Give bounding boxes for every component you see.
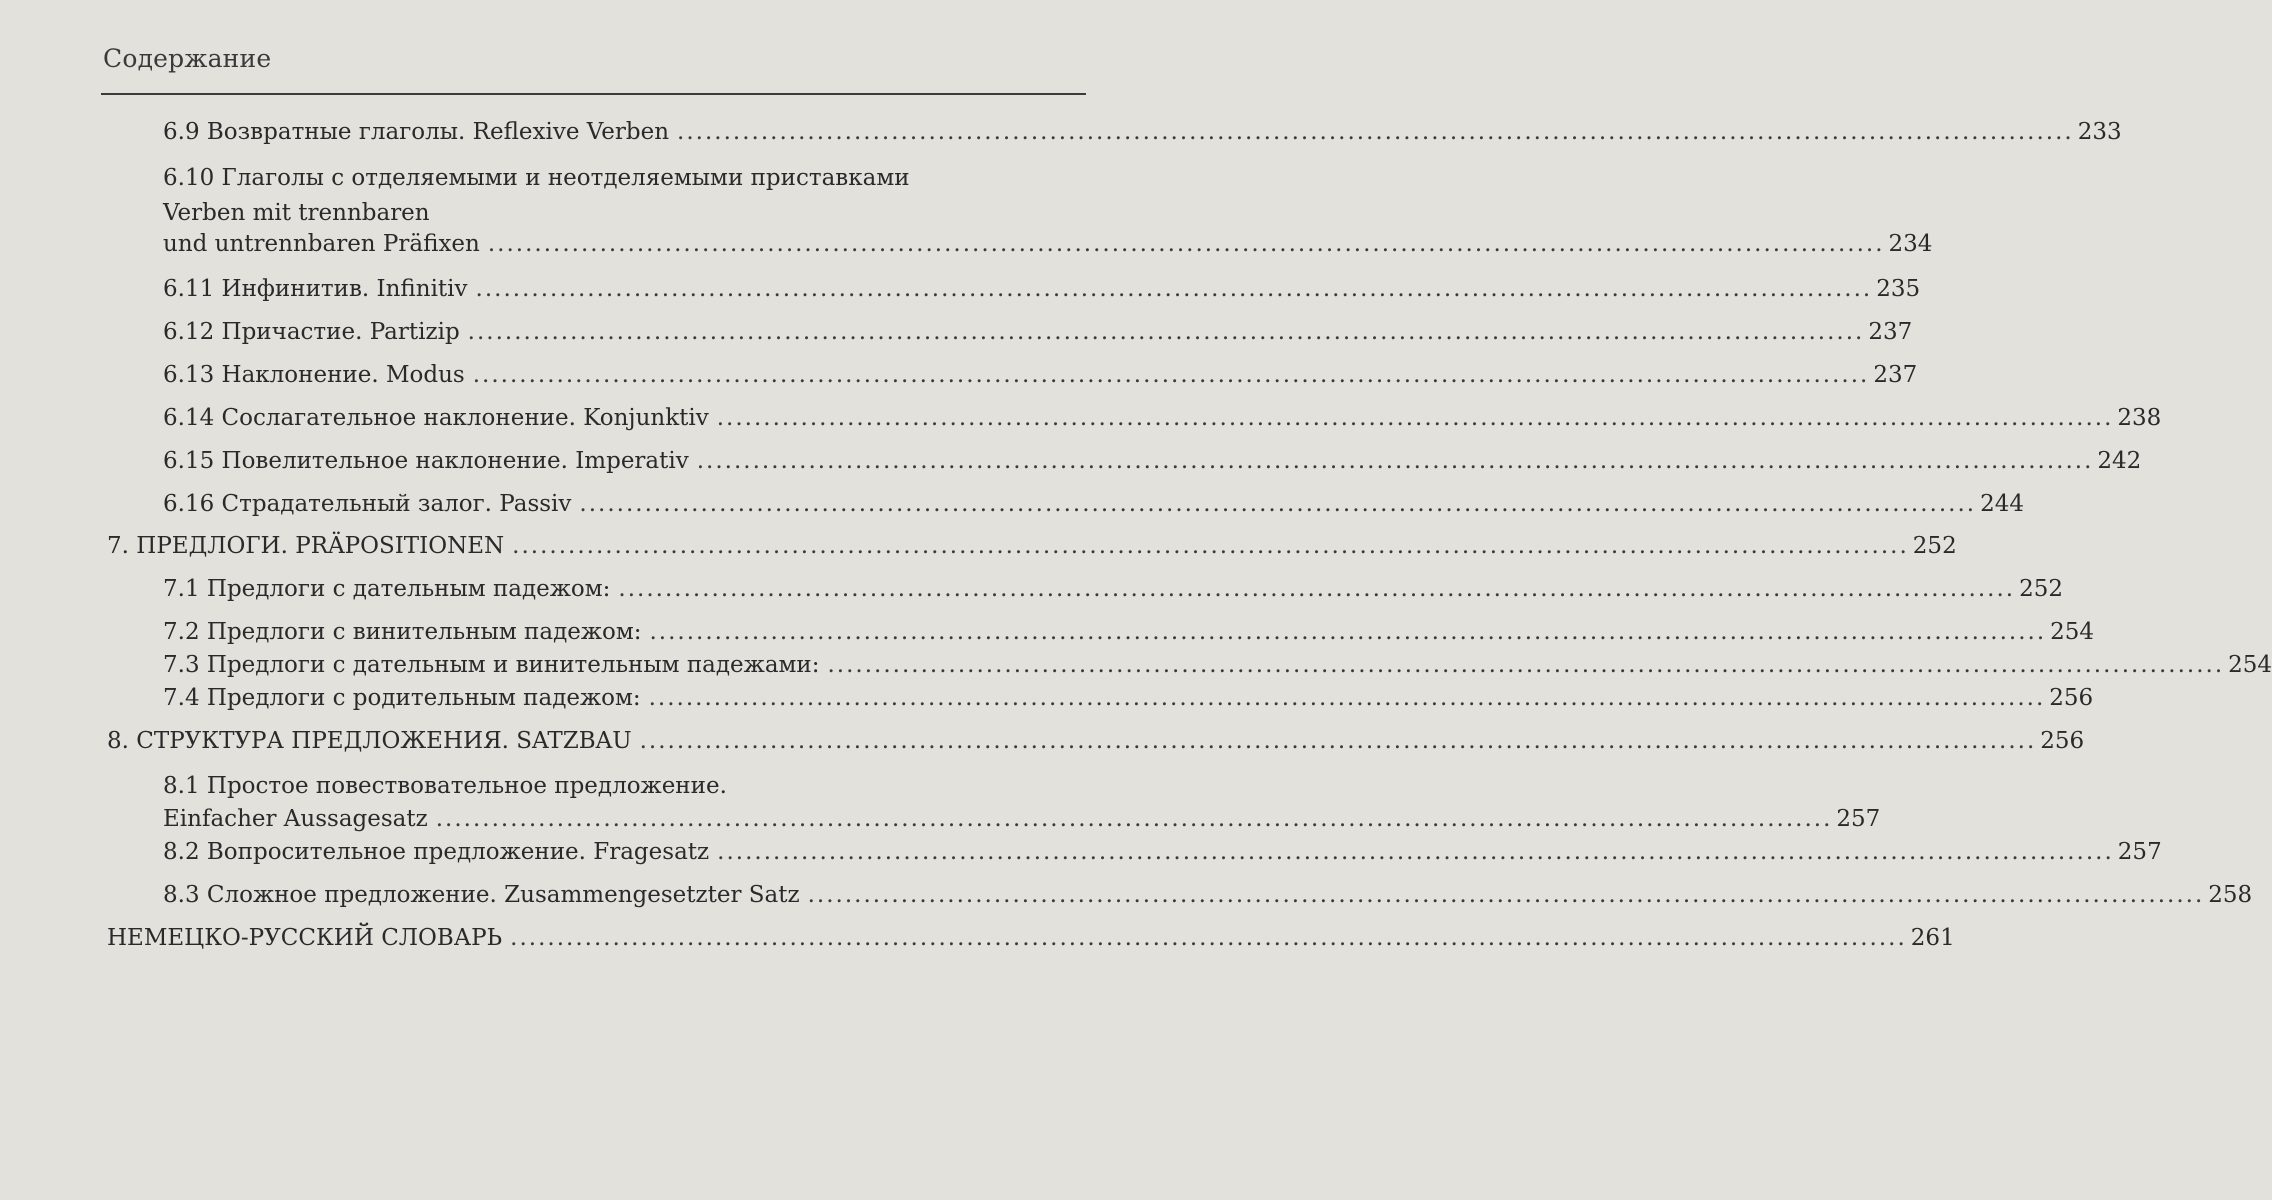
toc-entry-label: 8.2 Вопросительное предложение. Fragesatz <box>163 839 710 865</box>
toc-page-number: 254 <box>2050 619 2095 645</box>
toc-entry-label: 7.4 Предлоги с родительным падежом: <box>163 685 641 711</box>
dot-leader: ...................................................................................................................................................... <box>467 319 1865 345</box>
toc-entry-label: 6.13 Наклонение. Modus <box>163 362 465 388</box>
toc-page-number: 252 <box>1912 533 1957 559</box>
toc-dictionary <box>107 923 1955 953</box>
toc-entry-label: 6.10 Глаголы с отделяемыми и неотделяемыми приставками <box>163 165 910 191</box>
toc-entry-7-4 <box>163 683 2094 713</box>
toc-page-number: 238 <box>2117 405 2162 431</box>
toc-page-number: 256 <box>2040 728 2085 754</box>
toc-entry-label: 6.16 Страдательный залог. Passiv <box>163 491 572 517</box>
toc-page-number: 234 <box>1888 231 1933 257</box>
toc-entry-label: Verben mit trennbaren <box>163 200 430 226</box>
toc-entry-6-14 <box>163 403 2162 433</box>
toc-entry-6-16 <box>163 489 2024 519</box>
dot-leader: ...................................................................................................................................................... <box>475 276 1873 302</box>
dot-leader: ...................................................................................................................................................... <box>716 405 2114 431</box>
toc-entry-label: 7.2 Предлоги с винительным падежом: <box>163 619 642 645</box>
toc-page-number: 237 <box>1873 362 1918 388</box>
dot-leader: ...................................................................................................................................................... <box>649 619 2047 645</box>
dot-leader: ...................................................................................................................................................... <box>827 652 2225 678</box>
running-head-title: Содержание <box>103 44 272 73</box>
dot-leader: ...................................................................................................................................................... <box>717 839 2114 865</box>
toc-page-number: 242 <box>2097 448 2142 474</box>
toc-entry-8-1-line1 <box>163 771 1086 801</box>
toc-entry-6-10-line1 <box>163 163 1086 193</box>
toc-page-number: 256 <box>2049 685 2094 711</box>
toc-entry-7-1 <box>163 574 2063 604</box>
dot-leader: ...................................................................................................................................................... <box>648 685 2046 711</box>
toc-chapter-7 <box>107 531 1957 561</box>
toc-entry-8-3 <box>163 880 2253 910</box>
toc-entry-8-1-line2 <box>163 804 1881 834</box>
toc-entry-label: 8.1 Простое повествовательное предложение. <box>163 773 727 799</box>
dot-leader: ...................................................................................................................................................... <box>639 728 2037 754</box>
dot-leader: ...................................................................................................................................................... <box>487 231 1885 257</box>
toc-entry-label: 7.3 Предлоги с дательным и винительным падежами: <box>163 652 820 678</box>
dot-leader: ...................................................................................................................................................... <box>618 576 2016 602</box>
toc-page-number: 237 <box>1868 319 1913 345</box>
toc-entry-6-13 <box>163 360 1918 390</box>
toc-page-number: 244 <box>1980 491 2024 517</box>
toc-entry-label: НЕМЕЦКО-РУССКИЙ СЛОВАРЬ <box>107 925 503 951</box>
toc-entry-7-2 <box>163 617 2095 647</box>
toc-page-number: 252 <box>2019 576 2063 602</box>
toc-entry-label: Einfacher Aussagesatz <box>163 806 428 832</box>
dot-leader: ...................................................................................................................................................... <box>510 925 1907 951</box>
toc-page-number: 258 <box>2208 882 2253 908</box>
toc-entry-6-10-line3 <box>163 229 1933 259</box>
toc-entry-6-11 <box>163 274 1921 304</box>
dot-leader: ...................................................................................................................................................... <box>472 362 1870 388</box>
dot-leader: ...................................................................................................................................................... <box>512 533 1909 559</box>
toc-entry-label: 6.9 Возвратные глаголы. Reflexive Verben <box>163 119 670 145</box>
toc-chapter-8 <box>107 726 2085 756</box>
toc-entry-label: 6.14 Сослагательное наклонение. Konjunktiv <box>163 405 709 431</box>
dot-leader: ...................................................................................................................................................... <box>677 119 2074 145</box>
toc-entry-label: 6.11 Инфинитив. Infinitiv <box>163 276 468 302</box>
toc-entry-6-10-line2 <box>163 198 1086 228</box>
toc-entry-6-9 <box>163 117 2122 147</box>
toc-page-number: 257 <box>2117 839 2162 865</box>
toc-entry-label: 8. СТРУКТУРА ПРЕДЛОЖЕНИЯ. SATZBAU <box>107 728 632 754</box>
toc-page-number: 257 <box>1836 806 1881 832</box>
toc-entry-7-3 <box>163 650 2272 680</box>
toc-page-number: 254 <box>2228 652 2272 678</box>
toc-entry-label: 6.12 Причастие. Partizip <box>163 319 460 345</box>
header-rule <box>101 93 1086 95</box>
toc-entry-label: 6.15 Повелительное наклонение. Imperativ <box>163 448 689 474</box>
toc-page-number: 261 <box>1910 925 1955 951</box>
toc-page-number: 235 <box>1876 276 1921 302</box>
toc-entry-label: 7.1 Предлоги с дательным падежом: <box>163 576 611 602</box>
dot-leader: ...................................................................................................................................................... <box>579 491 1977 517</box>
toc-entry-8-2 <box>163 837 2162 867</box>
toc-page-number: 233 <box>2077 119 2122 145</box>
toc-entry-label: und untrennbaren Präfixen <box>163 231 480 257</box>
toc-entry-6-15 <box>163 446 2142 476</box>
toc-entry-label: 7. ПРЕДЛОГИ. PRÄPOSITIONEN <box>107 533 505 559</box>
dot-leader: ...................................................................................................................................................... <box>807 882 2205 908</box>
dot-leader: ...................................................................................................................................................... <box>696 448 2094 474</box>
toc-entry-6-12 <box>163 317 1913 347</box>
toc-entry-label: 8.3 Сложное предложение. Zusammengesetzter Satz <box>163 882 800 908</box>
dot-leader: ...................................................................................................................................................... <box>435 806 1833 832</box>
